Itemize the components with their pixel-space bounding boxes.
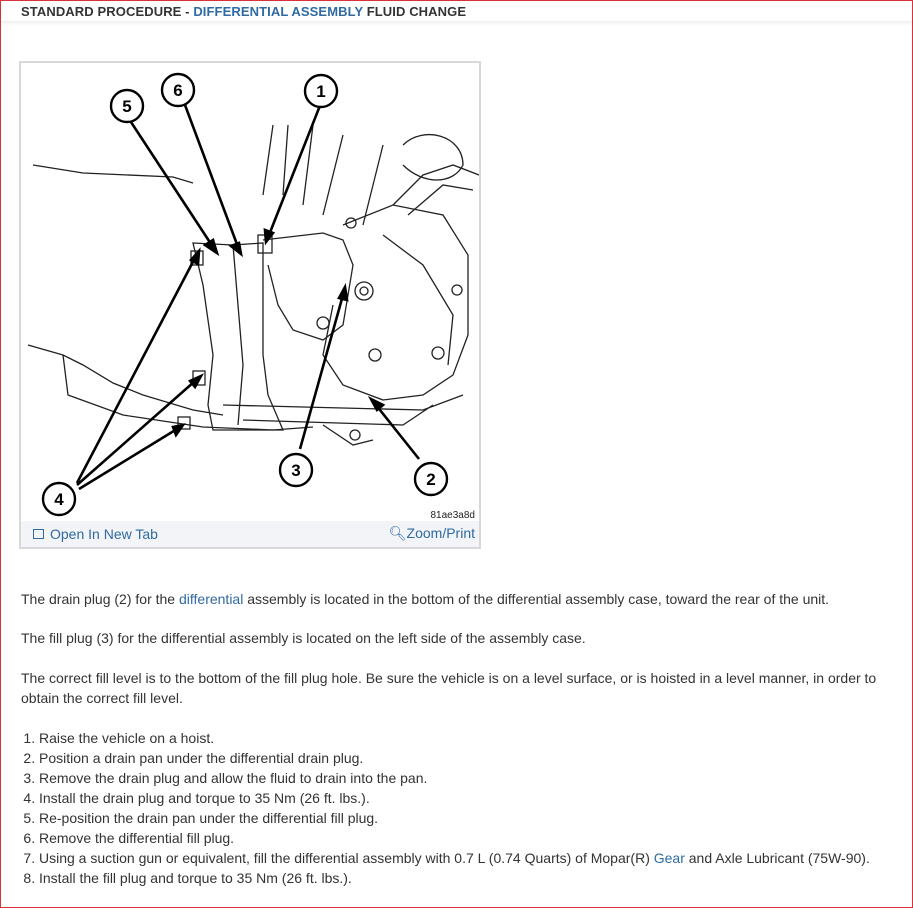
callout-5 [111,90,143,122]
zoom-print-link[interactable]: 🔍︎Zoom/Print [388,525,475,541]
callout-2 [415,463,447,495]
page-title: STANDARD PROCEDURE - DIFFERENTIAL ASSEMBLY FLUID CHANGE [21,4,467,19]
step: 4. Install the drain plug and torque to 35 Nm (26 ft. lbs.). [39,788,870,808]
figure-code: 81ae3a8d [430,510,475,521]
figure [19,61,481,549]
step: 7. Using a suction gun or equivalent, fill the differential assembly with 0.7 L (0.74 Quarts) of Mopar(R) Gear and Axle Lubricant (75W-90). [39,848,870,868]
differential-assembly-link[interactable]: DIFFERENTIAL ASSEMBLY [193,4,363,19]
step: 2. Position a drain pan under the differential drain plug. [39,748,870,768]
open-tab-icon [33,529,44,539]
callout-6 [162,74,194,106]
paragraph-fill-level: The correct fill level is to the bottom of the fill plug hole. Be sure the vehicle is on a level surface, or is hoisted in a level manner, in order to obtain the correct fill level. [21,670,877,706]
step: 3. Remove the drain plug and allow the fluid to drain into the pan. [39,768,870,788]
callout-1 [305,75,337,107]
svg-text:3: 3 [291,461,301,480]
procedure-steps [21,728,870,888]
step: 1. Raise the vehicle on a hoist. [39,728,870,748]
step: 6. Remove the differential fill plug. [39,828,870,848]
callout-4 [43,483,75,515]
differential-link[interactable]: differential [178,591,244,607]
paragraph-fill-plug: The fill plug (3) for the differential assembly is located on the left side of the assembly case. [21,630,586,646]
svg-text:1: 1 [316,82,326,101]
paragraph-drain-plug: The drain plug (2) for the differential assembly is located in the bottom of the differential assembly case, toward the rear of the unit. [21,591,830,607]
step: 8. Install the fill plug and torque to 35 Nm (26 ft. lbs.). [39,868,870,888]
zoom-in-icon: 🔍︎ [388,525,407,541]
svg-text:5: 5 [122,97,132,116]
step: 5. Re-position the drain pan under the differential fill plug. [39,808,870,828]
svg-text:4: 4 [54,490,64,509]
open-in-new-tab-link[interactable]: Open In New Tab [33,526,158,542]
figure-footer [21,521,479,547]
callout-3 [280,454,312,486]
callouts [43,74,447,515]
differential-illustration [23,65,479,523]
svg-text:6: 6 [173,81,183,100]
gear-link[interactable]: Gear [653,850,685,866]
svg-text:2: 2 [426,470,436,489]
